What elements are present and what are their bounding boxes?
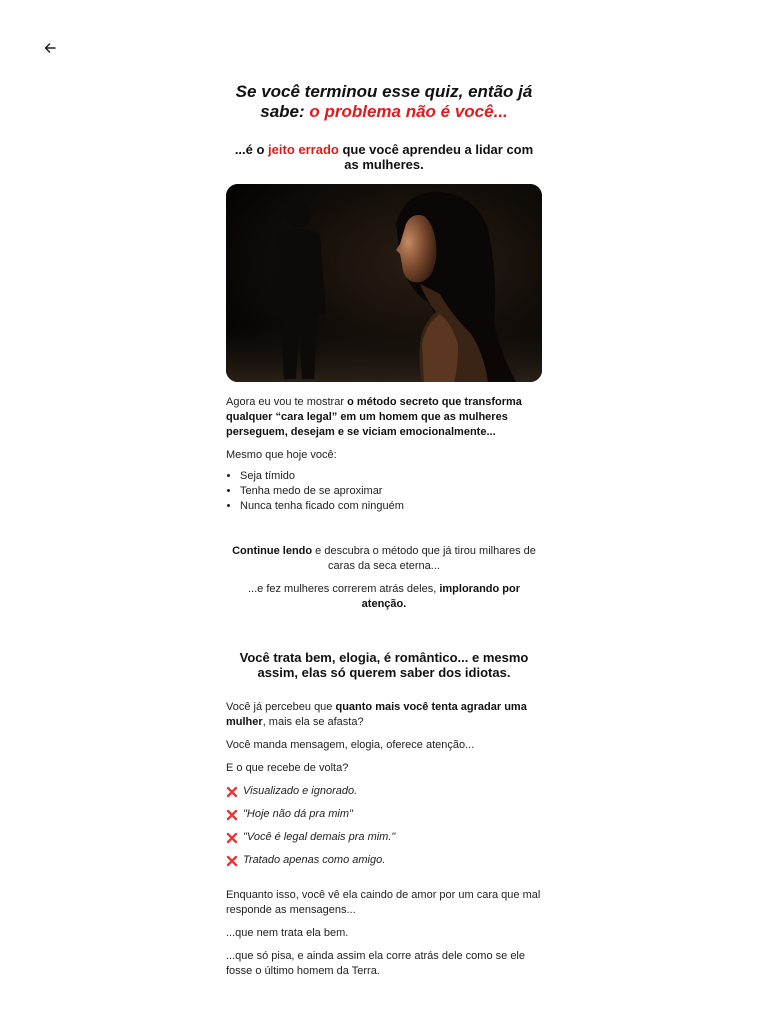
cross-mark-icon	[226, 832, 238, 844]
list-item: • Tenha medo de se aproximar	[240, 484, 542, 499]
back-button[interactable]	[40, 38, 60, 58]
cross-mark-icon	[226, 786, 238, 798]
list-item: Visualizado e ignorado.	[226, 784, 542, 799]
not-treat-paragraph: ...que nem trata ela bem.	[226, 927, 349, 939]
list-item: "Você é legal demais pra mim."	[226, 830, 542, 845]
page-title: Se você terminou esse quiz, então já sabe: o problema não é você...	[235, 82, 533, 121]
even-if-text: Mesmo que hoje você:	[226, 449, 337, 461]
receives-paragraph: E o que recebe de volta?	[226, 762, 349, 774]
continue-paragraph: Continue lendo e descubra o método que já tirou milhares de caras da seca eterna...	[232, 545, 536, 572]
hero-image	[226, 184, 542, 382]
arrow-left-icon	[43, 41, 57, 55]
list-item: • Nunca tenha ficado com ninguém	[240, 499, 542, 514]
meanwhile-paragraph: Enquanto isso, você vê ela caindo de amor por um cara que mal responde as mensagens...	[226, 889, 541, 916]
content-column	[226, 82, 542, 979]
list-item: Tratado apenas como amigo.	[226, 853, 542, 868]
noticed-paragraph: Você já percebeu que quanto mais você tenta agradar uma mulher, mais ela se afasta?	[226, 701, 527, 728]
sends-paragraph: Você manda mensagem, elogia, oferece atenção...	[226, 739, 475, 751]
section-title: Você trata bem, elogia, é romântico... e mesmo assim, elas só querem saber dos idiotas.	[239, 650, 529, 680]
cross-mark-icon	[226, 809, 238, 821]
rejection-list	[226, 784, 542, 868]
women-paragraph: ...e fez mulheres correrem atrás deles, implorando por atenção.	[247, 583, 521, 610]
steps-on-paragraph: ...que só pisa, e ainda assim ela corre atrás dele como se ele fosse o último homem da Terra.	[226, 950, 525, 977]
bullet-list	[226, 469, 542, 514]
list-item: "Hoje não dá pra mim"	[226, 807, 542, 822]
list-item: • Seja tímido	[240, 469, 542, 484]
intro-paragraph: Agora eu vou te mostrar o método secreto que transforma qualquer “cara legal” em um homem que as mulheres perseguem, desejam e se viciam emocionalmente...	[226, 396, 522, 438]
cross-mark-icon	[226, 855, 238, 867]
page-subtitle: ...é o jeito errado que você aprendeu a lidar com as mulheres.	[234, 142, 534, 172]
